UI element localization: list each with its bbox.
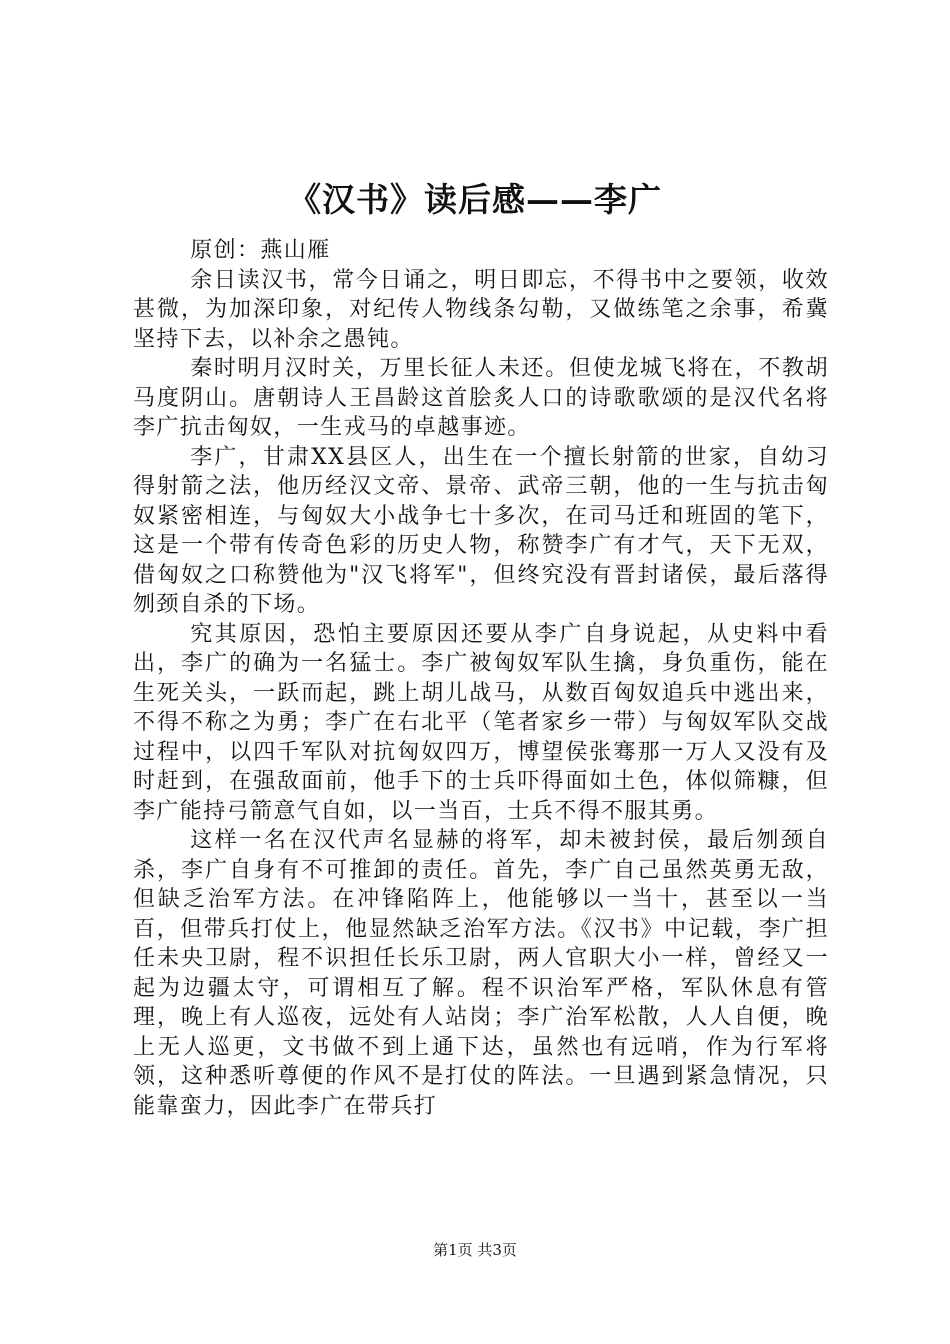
- document-title: 《汉书》读后感——李广: [288, 180, 662, 219]
- document-body: [133, 236, 829, 1121]
- body-paragraph: 余日读汉书，常今日诵之，明日即忘，不得书中之要领，收效甚微，为加深印象，对纪传人物线条勾勒，又做练笔之余事，希冀坚持下去，以补余之愚钝。: [133, 267, 829, 352]
- page-number-footer: 第1页 共3页: [433, 1241, 517, 1259]
- body-paragraph: 秦时明月汉时关，万里长征人未还。但使龙城飞将在，不教胡马度阴山。唐朝诗人王昌龄这首脍炙人口的诗歌歌颂的是汉代名将李广抗击匈奴，一生戎马的卓越事迹。: [133, 356, 829, 440]
- body-paragraph: 李广，甘肃XX县区人，出生在一个擅长射箭的世家，自幼习得射箭之法，他历经汉文帝、景帝、武帝三朝，他的一生与抗击匈奴紧密相连，与匈奴大小战争七十多次，在司马迁和班固的笔下，这是一个带有传奇色彩的历史人物，称赞李广有才气，天下无双，借匈奴之口称赞他为"汉飞将军"，但终究没有晋封诸侯，最后落得刎颈自杀的下场。: [133, 444, 829, 617]
- body-paragraph: 这样一名在汉代声名显赫的将军，却未被封侯，最后刎颈自杀，李广自身有不可推卸的责任。首先，李广自己虽然英勇无敌，但缺乏治军方法。在冲锋陷阵上，他能够以一当十，甚至以一当百，但带兵打仗上，他显然缺乏治军方法。《汉书》中记载，李广担任未央卫尉，程不识担任长乐卫尉，两人官职大小一样，曾经又一起为边疆太守，可谓相互了解。程不识治军严格，军队休息有管理，晚上有人巡夜，远处有人站岗；李广治军松散，人人自便，晚上无人巡更，文书做不到上通下达，虽然也有远哨，作为行军将领，这种悉听尊便的作风不是打仗的阵法。一旦遇到紧急情况，只能靠蛮力，因此李广在带兵打: [133, 828, 829, 1119]
- body-paragraph: 究其原因，恐怕主要原因还要从李广自身说起，从史料中看出，李广的确为一名猛士。李广被匈奴军队生擒，身负重伤，能在生死关头，一跃而起，跳上胡儿战马，从数百匈奴追兵中逃出来，不得不称之为勇；李广在右北平（笔者家乡一带）与匈奴军队交战过程中，以四千军队对抗匈奴四万，博望侯张骞那一万人又没有及时赶到，在强敌面前，他手下的士兵吓得面如土色，体似筛糠，但李广能持弓箭意气自如，以一当百，士兵不得不服其勇。: [133, 621, 829, 824]
- author-line: 原创：燕山雁: [190, 238, 331, 263]
